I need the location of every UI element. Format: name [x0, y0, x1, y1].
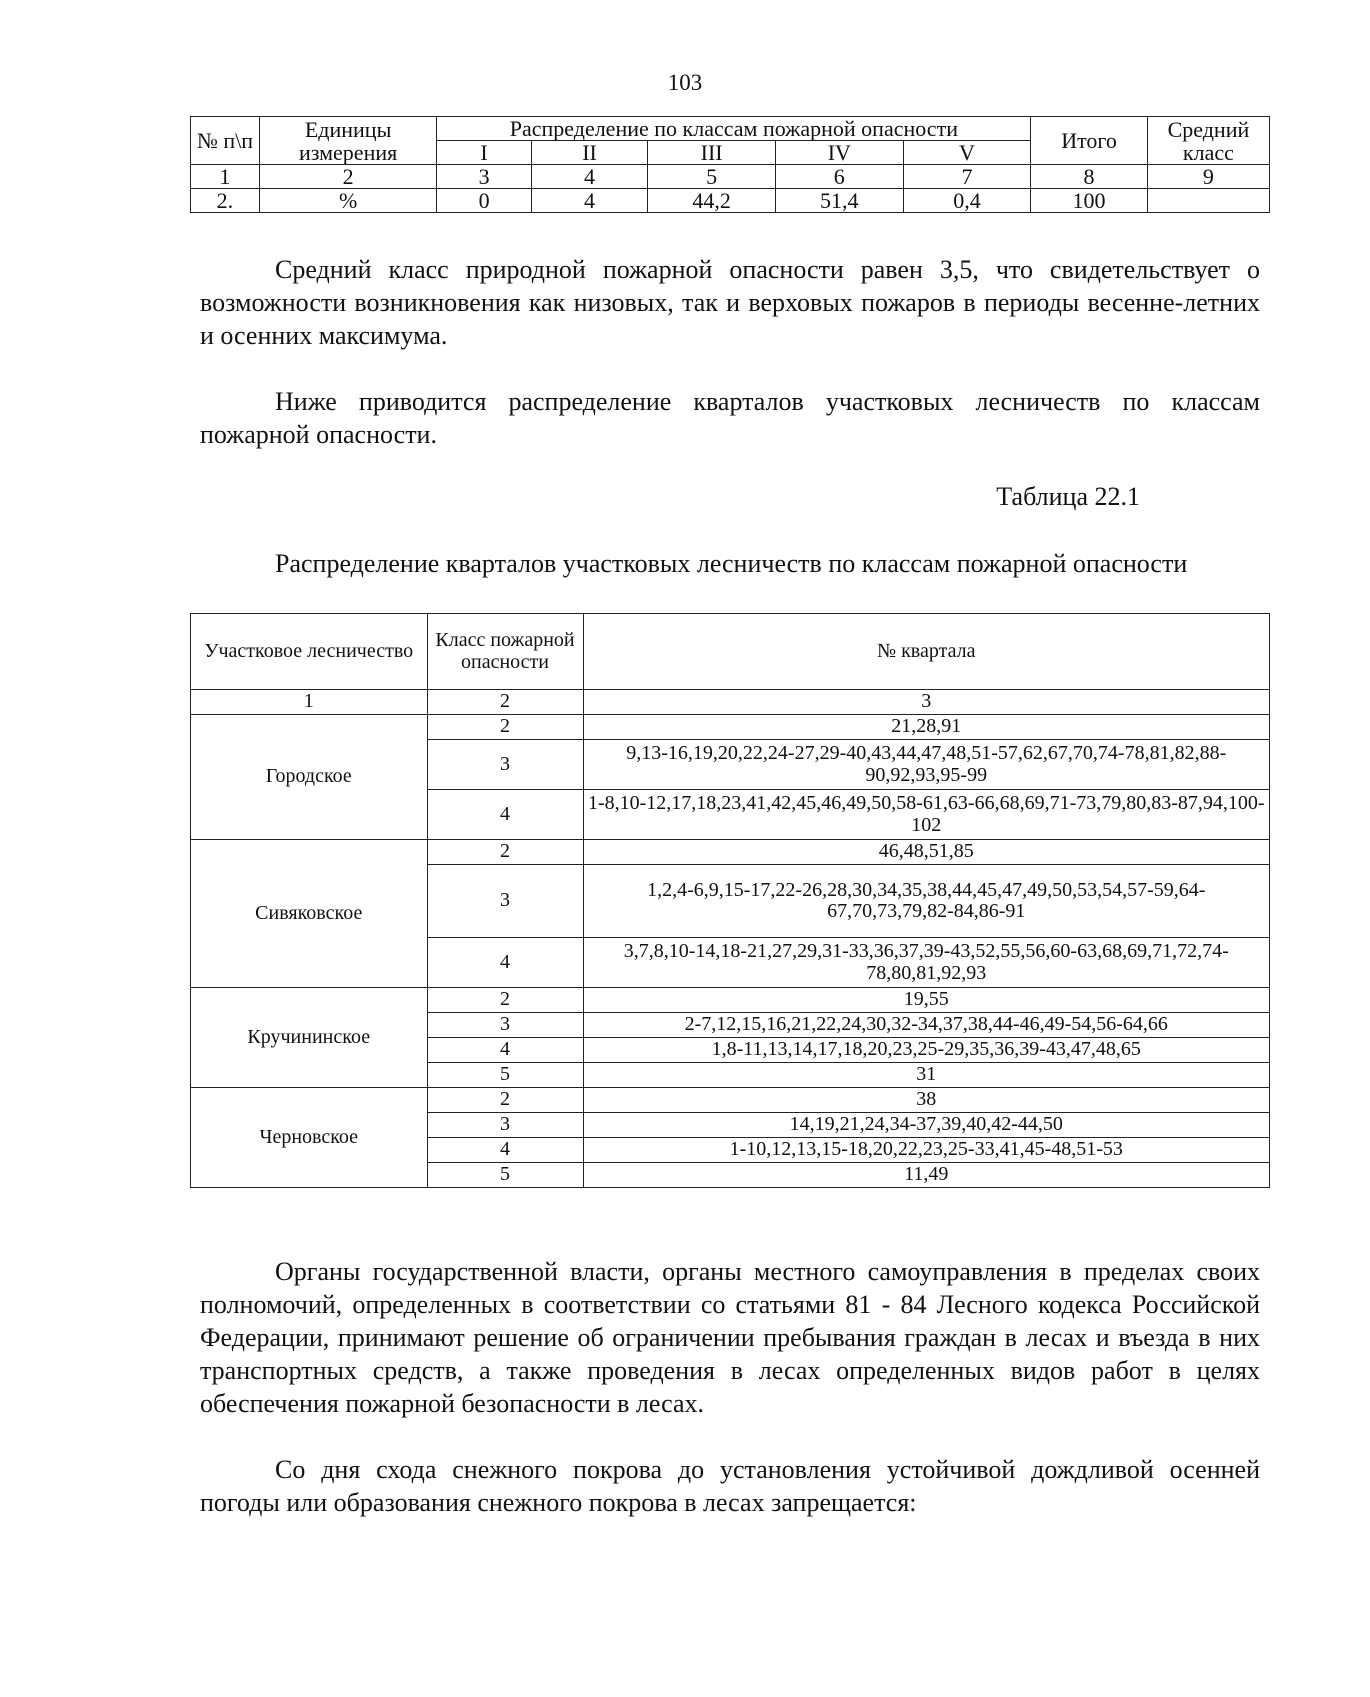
fire-class-cell: 4	[427, 790, 583, 840]
table-cell: 7	[903, 165, 1031, 189]
table-cell: 2	[427, 690, 583, 715]
quarters-cell: 1-10,12,13,15-18,20,22,23,25-33,41,45-48,51-53	[583, 1138, 1270, 1163]
fire-class-cell: 4	[427, 938, 583, 988]
quarters-cell: 21,28,91	[583, 715, 1270, 740]
quarters-cell: 19,55	[583, 988, 1270, 1013]
fire-class-cell: 5	[427, 1163, 583, 1188]
quarters-cell: 1,2,4-6,9,15-17,22-26,28,30,34,35,38,44,45,47,49,50,53,54,57-59,64-67,70,73,79,82-84,86-91	[583, 865, 1270, 938]
paragraph-average-class: Средний класс природной пожарной опасности равен 3,5, что свидетельствует о возможности возникновения как низовых, так и верховых пожаров в периоды весенне-летних и осенних максимума.	[200, 255, 1260, 350]
table-cell: 1	[191, 690, 428, 715]
header-class-5: V	[903, 141, 1031, 165]
fire-class-cell: 3	[427, 1113, 583, 1138]
fire-class-cell: 4	[427, 1138, 583, 1163]
quarters-cell: 38	[583, 1088, 1270, 1113]
table-cell: 6	[775, 165, 903, 189]
table-cell	[1147, 189, 1269, 213]
forestry-name: Черновское	[191, 1088, 428, 1188]
table-cell: 8	[1031, 165, 1148, 189]
table-cell: 3	[583, 690, 1270, 715]
quarters-cell: 1-8,10-12,17,18,23,41,42,45,46,49,50,58-61,63-66,68,69,71-73,79,80,83-87,94,100-102	[583, 790, 1270, 840]
forestry-name: Сивяковское	[191, 840, 428, 988]
header-class-3: III	[648, 141, 776, 165]
quarters-cell: 46,48,51,85	[583, 840, 1270, 865]
table-row	[191, 840, 1270, 865]
table-cell: 9	[1147, 165, 1269, 189]
table-row	[191, 988, 1270, 1013]
paragraph-authorities: Органы государственной власти, органы местного самоуправления в пределах своих полномочий, определенных в соответствии со статьями 81 - 84 Лесного кодекса Российской Федерации, принимают решение об ограничении пребывания граждан в лесах и въезда в них транспортных средств, а также проведения в лесах определенных видов работ в целях обеспечения пожарной безопасности в лесах.	[200, 1257, 1260, 1418]
table-caption: Распределение кварталов участковых лесничеств по классам пожарной опасности	[275, 549, 1188, 578]
quarters-cell: 1,8-11,13,14,17,18,20,23,25-29,35,36,39-43,47,48,65	[583, 1038, 1270, 1063]
header-units: Единицы измерения	[259, 117, 437, 165]
table-cell: 5	[648, 165, 776, 189]
fire-class-cell: 3	[427, 865, 583, 938]
paragraph-prohibition: Со дня схода снежного покрова до установления устойчивой дождливой осенней погоды или образования снежного покрова в лесах запрещается:	[200, 1455, 1260, 1517]
table-row	[191, 189, 1270, 213]
quarters-cell: 31	[583, 1063, 1270, 1088]
fire-class-cell: 4	[427, 1038, 583, 1063]
table-cell: 0	[437, 189, 531, 213]
fire-class-cell: 2	[427, 840, 583, 865]
fire-class-cell: 3	[427, 740, 583, 790]
forestry-name: Кручининское	[191, 988, 428, 1088]
header-fire-class: Класс пожарной опасности	[427, 614, 583, 690]
quarters-cell: 11,49	[583, 1163, 1270, 1188]
fire-class-cell: 2	[427, 1088, 583, 1113]
table-row	[191, 715, 1270, 740]
header-quarters: № квартала	[583, 614, 1270, 690]
header-distribution: Распределение по классам пожарной опасности	[437, 117, 1031, 141]
header-average-class: Средний класс	[1147, 117, 1269, 165]
table-cell: 51,4	[775, 189, 903, 213]
paragraph-distribution-intro: Ниже приводится распределение кварталов участковых лесничеств по классам пожарной опасности.	[200, 387, 1260, 449]
header-num: № п\п	[191, 117, 260, 165]
header-class-1: I	[437, 141, 531, 165]
header-class-2: II	[531, 141, 648, 165]
quarters-fire-class-table	[190, 613, 1270, 1188]
table-cell: 4	[531, 189, 648, 213]
fire-class-cell: 3	[427, 1013, 583, 1038]
quarters-cell: 14,19,21,24,34-37,39,40,42-44,50	[583, 1113, 1270, 1138]
table-row	[191, 1088, 1270, 1113]
table-number: Таблица 22.1	[996, 482, 1140, 511]
table-cell: %	[259, 189, 437, 213]
page-number: 103	[667, 70, 703, 95]
quarters-cell: 2-7,12,15,16,21,22,24,30,32-34,37,38,44-46,49-54,56-64,66	[583, 1013, 1270, 1038]
fire-class-cell: 2	[427, 715, 583, 740]
table-cell: 1	[191, 165, 260, 189]
table-row	[191, 690, 1270, 715]
table-cell: 2	[259, 165, 437, 189]
header-class-4: IV	[775, 141, 903, 165]
fire-class-cell: 2	[427, 988, 583, 1013]
fire-class-summary-table	[190, 116, 1270, 213]
header-total: Итого	[1031, 117, 1148, 165]
table-row	[191, 165, 1270, 189]
table-cell: 3	[437, 165, 531, 189]
header-forestry: Участковое лесничество	[191, 614, 428, 690]
table-cell: 4	[531, 165, 648, 189]
table-cell: 0,4	[903, 189, 1031, 213]
fire-class-cell: 5	[427, 1063, 583, 1088]
quarters-cell: 9,13-16,19,20,22,24-27,29-40,43,44,47,48,51-57,62,67,70,74-78,81,82,88-90,92,93,95-99	[583, 740, 1270, 790]
table-cell: 2.	[191, 189, 260, 213]
forestry-name: Городское	[191, 715, 428, 840]
table-cell: 100	[1031, 189, 1148, 213]
quarters-cell: 3,7,8,10-14,18-21,27,29,31-33,36,37,39-43,52,55,56,60-63,68,69,71,72,74-78,80,81,92,93	[583, 938, 1270, 988]
table-cell: 44,2	[648, 189, 776, 213]
